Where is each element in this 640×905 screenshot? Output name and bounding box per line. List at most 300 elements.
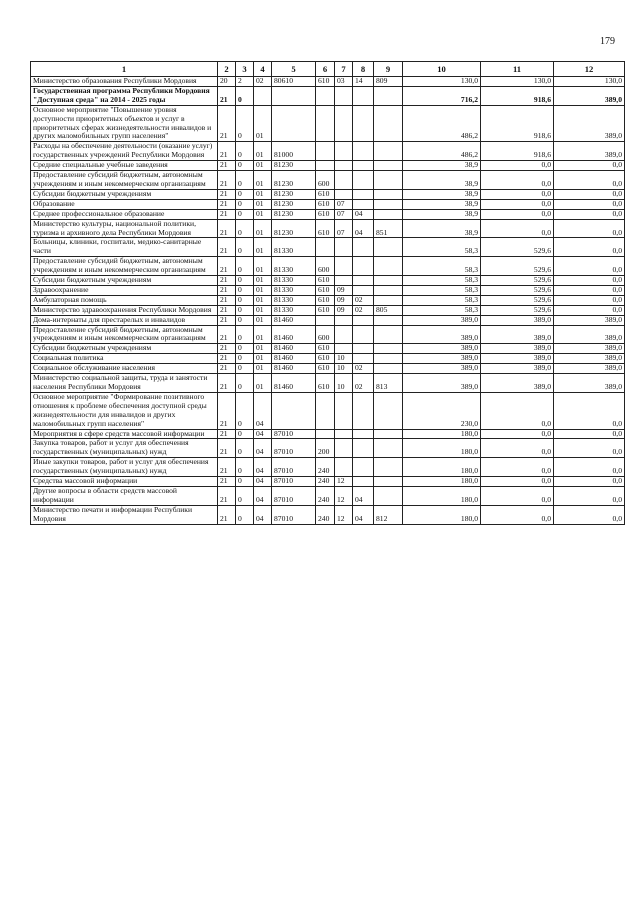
code-cell: 610 xyxy=(316,199,335,209)
row-name-cell: Основное мероприятие "Повышение уровня доступности приоритетных объектов и услуг в приоритетных сферах жизнедеятельности инвалидов и других маломобильных групп населения" xyxy=(31,105,218,142)
code-cell: 87010 xyxy=(272,477,316,487)
table-row xyxy=(31,86,625,105)
code-cell: 01 xyxy=(254,364,272,374)
code-cell: 0 xyxy=(236,429,254,439)
column-header: 6 xyxy=(316,62,335,77)
code-cell: 12 xyxy=(335,477,353,487)
budget-table xyxy=(30,61,625,525)
code-cell: 0 xyxy=(236,344,254,354)
amount-cell: 58,3 xyxy=(403,276,481,286)
code-cell: 02 xyxy=(353,364,374,374)
code-cell xyxy=(353,171,374,190)
code-cell xyxy=(353,238,374,257)
code-cell xyxy=(335,458,353,477)
code-cell: 21 xyxy=(218,209,236,219)
code-cell: 01 xyxy=(254,105,272,142)
code-cell: 81460 xyxy=(272,354,316,364)
code-cell xyxy=(353,344,374,354)
table-row xyxy=(31,364,625,374)
code-cell: 81230 xyxy=(272,171,316,190)
table-row xyxy=(31,505,625,524)
code-cell: 240 xyxy=(316,458,335,477)
amount-cell: 0,0 xyxy=(554,439,625,458)
column-header: 4 xyxy=(254,62,272,77)
amount-cell: 389,0 xyxy=(554,142,625,161)
code-cell: 21 xyxy=(218,486,236,505)
code-cell xyxy=(335,171,353,190)
code-cell xyxy=(374,86,403,105)
amount-cell: 0,0 xyxy=(554,305,625,315)
code-cell xyxy=(353,86,374,105)
code-cell: 09 xyxy=(335,305,353,315)
code-cell xyxy=(316,105,335,142)
code-cell xyxy=(353,285,374,295)
code-cell xyxy=(374,486,403,505)
amount-cell: 0,0 xyxy=(554,505,625,524)
amount-cell: 0,0 xyxy=(554,486,625,505)
code-cell: 81460 xyxy=(272,325,316,344)
amount-cell: 389,0 xyxy=(481,374,554,393)
amount-cell: 918,6 xyxy=(481,86,554,105)
code-cell: 21 xyxy=(218,344,236,354)
row-name-cell: Социальное обслуживание населения xyxy=(31,364,218,374)
amount-cell: 529,6 xyxy=(481,285,554,295)
amount-cell: 389,0 xyxy=(403,374,481,393)
amount-cell: 918,6 xyxy=(481,105,554,142)
code-cell: 809 xyxy=(374,77,403,87)
code-cell: 600 xyxy=(316,257,335,276)
code-cell xyxy=(254,86,272,105)
row-name-cell: Основное мероприятие "Формирование позитивного отношения к проблеме обеспечения доступной среды жизнедеятельности для инвалидов и других маломобильных групп населения" xyxy=(31,392,218,429)
code-cell xyxy=(353,199,374,209)
column-header: 1 xyxy=(31,62,218,77)
code-cell: 21 xyxy=(218,392,236,429)
code-cell: 12 xyxy=(335,486,353,505)
amount-cell: 0,0 xyxy=(481,477,554,487)
code-cell: 81330 xyxy=(272,276,316,286)
code-cell: 0 xyxy=(236,86,254,105)
code-cell xyxy=(374,392,403,429)
table-row xyxy=(31,325,625,344)
code-cell: 81230 xyxy=(272,161,316,171)
code-cell xyxy=(335,189,353,199)
row-name-cell: Закупка товаров, работ и услуг для обеспечения государственных (муниципальных) нужд xyxy=(31,439,218,458)
code-cell: 81460 xyxy=(272,364,316,374)
row-name-cell: Министерство образования Республики Мордовия xyxy=(31,77,218,87)
amount-cell: 58,3 xyxy=(403,238,481,257)
code-cell: 0 xyxy=(236,392,254,429)
amount-cell: 58,3 xyxy=(403,295,481,305)
code-cell: 10 xyxy=(335,354,353,364)
code-cell: 610 xyxy=(316,344,335,354)
code-cell: 21 xyxy=(218,315,236,325)
table-row xyxy=(31,238,625,257)
code-cell: 87010 xyxy=(272,505,316,524)
code-cell xyxy=(374,105,403,142)
code-cell xyxy=(374,257,403,276)
code-cell xyxy=(316,392,335,429)
code-cell: 81330 xyxy=(272,295,316,305)
code-cell: 04 xyxy=(254,505,272,524)
code-cell: 610 xyxy=(316,77,335,87)
table-row xyxy=(31,354,625,364)
code-cell xyxy=(335,161,353,171)
amount-cell: 389,0 xyxy=(554,315,625,325)
row-name-cell: Амбулаторная помощь xyxy=(31,295,218,305)
code-cell xyxy=(316,86,335,105)
code-cell xyxy=(353,458,374,477)
code-cell xyxy=(374,344,403,354)
row-name-cell: Иные закупки товаров, работ и услуг для обеспечения государственных (муниципальных) нужд xyxy=(31,458,218,477)
code-cell xyxy=(353,276,374,286)
table-row xyxy=(31,161,625,171)
code-cell: 09 xyxy=(335,285,353,295)
table-body xyxy=(31,77,625,525)
code-cell: 21 xyxy=(218,429,236,439)
row-name-cell: Другие вопросы в области средств массовой информации xyxy=(31,486,218,505)
code-cell: 01 xyxy=(254,199,272,209)
code-cell xyxy=(353,257,374,276)
code-cell: 21 xyxy=(218,171,236,190)
header-row xyxy=(31,62,625,77)
code-cell xyxy=(335,276,353,286)
code-cell xyxy=(353,161,374,171)
table-row xyxy=(31,189,625,199)
code-cell: 04 xyxy=(353,486,374,505)
code-cell xyxy=(272,392,316,429)
code-cell: 87010 xyxy=(272,439,316,458)
code-cell: 10 xyxy=(335,364,353,374)
code-cell: 01 xyxy=(254,374,272,393)
code-cell: 81330 xyxy=(272,257,316,276)
amount-cell: 58,3 xyxy=(403,285,481,295)
column-header: 8 xyxy=(353,62,374,77)
amount-cell: 529,6 xyxy=(481,305,554,315)
code-cell: 81230 xyxy=(272,199,316,209)
row-name-cell: Больницы, клиники, госпитали, медико-санитарные части xyxy=(31,238,218,257)
code-cell: 610 xyxy=(316,295,335,305)
code-cell: 851 xyxy=(374,219,403,238)
code-cell xyxy=(353,477,374,487)
code-cell: 610 xyxy=(316,219,335,238)
code-cell: 21 xyxy=(218,189,236,199)
code-cell: 0 xyxy=(236,486,254,505)
code-cell: 0 xyxy=(236,354,254,364)
code-cell xyxy=(335,86,353,105)
code-cell: 0 xyxy=(236,238,254,257)
amount-cell: 180,0 xyxy=(403,439,481,458)
amount-cell: 0,0 xyxy=(481,219,554,238)
code-cell: 01 xyxy=(254,305,272,315)
code-cell xyxy=(335,105,353,142)
table-row xyxy=(31,285,625,295)
code-cell xyxy=(374,189,403,199)
code-cell: 0 xyxy=(236,171,254,190)
amount-cell: 0,0 xyxy=(481,161,554,171)
code-cell: 01 xyxy=(254,238,272,257)
code-cell: 02 xyxy=(353,295,374,305)
amount-cell: 38,9 xyxy=(403,199,481,209)
code-cell xyxy=(316,161,335,171)
code-cell: 81460 xyxy=(272,315,316,325)
amount-cell: 180,0 xyxy=(403,429,481,439)
code-cell: 01 xyxy=(254,295,272,305)
code-cell: 21 xyxy=(218,325,236,344)
code-cell xyxy=(374,276,403,286)
code-cell: 01 xyxy=(254,142,272,161)
amount-cell: 0,0 xyxy=(554,219,625,238)
code-cell xyxy=(272,86,316,105)
code-cell xyxy=(374,315,403,325)
code-cell xyxy=(374,364,403,374)
code-cell: 0 xyxy=(236,305,254,315)
code-cell: 10 xyxy=(335,374,353,393)
amount-cell: 0,0 xyxy=(554,285,625,295)
amount-cell: 486,2 xyxy=(403,105,481,142)
amount-cell: 0,0 xyxy=(481,458,554,477)
amount-cell: 0,0 xyxy=(481,439,554,458)
row-name-cell: Среднее профессиональное образование xyxy=(31,209,218,219)
code-cell: 0 xyxy=(236,209,254,219)
code-cell xyxy=(335,142,353,161)
amount-cell: 0,0 xyxy=(554,276,625,286)
code-cell: 01 xyxy=(254,209,272,219)
code-cell: 87010 xyxy=(272,429,316,439)
table-row xyxy=(31,477,625,487)
code-cell: 0 xyxy=(236,199,254,209)
code-cell xyxy=(374,238,403,257)
table-row xyxy=(31,257,625,276)
code-cell xyxy=(374,325,403,344)
code-cell: 21 xyxy=(218,238,236,257)
amount-cell: 918,6 xyxy=(481,142,554,161)
amount-cell: 0,0 xyxy=(481,392,554,429)
code-cell: 610 xyxy=(316,189,335,199)
code-cell: 02 xyxy=(353,374,374,393)
code-cell: 0 xyxy=(236,477,254,487)
code-cell xyxy=(374,171,403,190)
amount-cell: 0,0 xyxy=(554,171,625,190)
amount-cell: 0,0 xyxy=(554,161,625,171)
amount-cell: 0,0 xyxy=(554,189,625,199)
code-cell xyxy=(335,257,353,276)
row-name-cell: Государственная программа Республики Мордовия "Доступная среда" на 2014 - 2025 годы xyxy=(31,86,218,105)
amount-cell: 0,0 xyxy=(554,392,625,429)
code-cell: 07 xyxy=(335,209,353,219)
table-row xyxy=(31,276,625,286)
code-cell: 04 xyxy=(254,477,272,487)
code-cell: 80610 xyxy=(272,77,316,87)
code-cell: 0 xyxy=(236,105,254,142)
code-cell xyxy=(316,142,335,161)
code-cell: 0 xyxy=(236,219,254,238)
code-cell: 81230 xyxy=(272,219,316,238)
code-cell: 81230 xyxy=(272,209,316,219)
code-cell: 02 xyxy=(254,77,272,87)
code-cell: 0 xyxy=(236,189,254,199)
code-cell: 200 xyxy=(316,439,335,458)
code-cell xyxy=(374,295,403,305)
amount-cell: 529,6 xyxy=(481,295,554,305)
amount-cell: 38,9 xyxy=(403,189,481,199)
code-cell: 04 xyxy=(353,209,374,219)
row-name-cell: Средства массовой информации xyxy=(31,477,218,487)
amount-cell: 180,0 xyxy=(403,458,481,477)
row-name-cell: Предоставление субсидий бюджетным, автономным учреждениям и иным некоммерческим организациям xyxy=(31,325,218,344)
code-cell: 01 xyxy=(254,257,272,276)
amount-cell: 389,0 xyxy=(403,315,481,325)
code-cell xyxy=(374,458,403,477)
code-cell: 04 xyxy=(254,439,272,458)
code-cell: 21 xyxy=(218,505,236,524)
amount-cell: 389,0 xyxy=(554,105,625,142)
code-cell: 20 xyxy=(218,77,236,87)
amount-cell: 389,0 xyxy=(554,374,625,393)
amount-cell: 389,0 xyxy=(403,364,481,374)
code-cell: 07 xyxy=(335,219,353,238)
amount-cell: 389,0 xyxy=(554,364,625,374)
code-cell: 610 xyxy=(316,354,335,364)
code-cell xyxy=(353,315,374,325)
row-name-cell: Предоставление субсидий бюджетным, автономным учреждениям и иным некоммерческим организациям xyxy=(31,257,218,276)
code-cell xyxy=(374,161,403,171)
amount-cell: 0,0 xyxy=(554,209,625,219)
amount-cell: 389,0 xyxy=(481,315,554,325)
code-cell: 813 xyxy=(374,374,403,393)
amount-cell: 180,0 xyxy=(403,486,481,505)
code-cell: 0 xyxy=(236,505,254,524)
row-name-cell: Министерство социальной защиты, труда и занятости населения Республики Мордовия xyxy=(31,374,218,393)
code-cell xyxy=(335,344,353,354)
amount-cell: 0,0 xyxy=(554,295,625,305)
code-cell: 0 xyxy=(236,325,254,344)
code-cell: 21 xyxy=(218,305,236,315)
code-cell: 81330 xyxy=(272,305,316,315)
code-cell: 12 xyxy=(335,505,353,524)
amount-cell: 389,0 xyxy=(554,86,625,105)
code-cell: 240 xyxy=(316,505,335,524)
row-name-cell: Образование xyxy=(31,199,218,209)
code-cell xyxy=(335,429,353,439)
amount-cell: 716,2 xyxy=(403,86,481,105)
code-cell: 0 xyxy=(236,285,254,295)
code-cell: 04 xyxy=(254,458,272,477)
code-cell: 21 xyxy=(218,199,236,209)
code-cell: 240 xyxy=(316,477,335,487)
code-cell: 21 xyxy=(218,354,236,364)
amount-cell: 180,0 xyxy=(403,477,481,487)
code-cell xyxy=(353,429,374,439)
code-cell: 81330 xyxy=(272,285,316,295)
code-cell: 01 xyxy=(254,344,272,354)
code-cell: 21 xyxy=(218,364,236,374)
code-cell: 01 xyxy=(254,315,272,325)
amount-cell: 389,0 xyxy=(481,344,554,354)
code-cell xyxy=(353,142,374,161)
amount-cell: 58,3 xyxy=(403,305,481,315)
amount-cell: 389,0 xyxy=(403,325,481,344)
code-cell xyxy=(335,315,353,325)
code-cell xyxy=(374,285,403,295)
table-row xyxy=(31,392,625,429)
amount-cell: 389,0 xyxy=(403,344,481,354)
code-cell: 01 xyxy=(254,219,272,238)
code-cell: 0 xyxy=(236,439,254,458)
amount-cell: 0,0 xyxy=(554,458,625,477)
code-cell xyxy=(335,325,353,344)
code-cell: 81230 xyxy=(272,189,316,199)
row-name-cell: Субсидии бюджетным учреждениям xyxy=(31,276,218,286)
code-cell: 81000 xyxy=(272,142,316,161)
amount-cell: 529,6 xyxy=(481,276,554,286)
code-cell: 610 xyxy=(316,276,335,286)
code-cell: 21 xyxy=(218,374,236,393)
code-cell: 805 xyxy=(374,305,403,315)
row-name-cell: Дома-интернаты для престарелых и инвалидов xyxy=(31,315,218,325)
amount-cell: 486,2 xyxy=(403,142,481,161)
amount-cell: 58,3 xyxy=(403,257,481,276)
code-cell xyxy=(353,189,374,199)
code-cell: 81330 xyxy=(272,238,316,257)
code-cell xyxy=(353,439,374,458)
amount-cell: 389,0 xyxy=(554,354,625,364)
code-cell xyxy=(272,105,316,142)
code-cell xyxy=(374,209,403,219)
code-cell: 21 xyxy=(218,477,236,487)
code-cell: 0 xyxy=(236,458,254,477)
code-cell: 04 xyxy=(254,429,272,439)
amount-cell: 38,9 xyxy=(403,209,481,219)
table-row xyxy=(31,199,625,209)
amount-cell: 38,9 xyxy=(403,171,481,190)
amount-cell: 180,0 xyxy=(403,505,481,524)
amount-cell: 130,0 xyxy=(554,77,625,87)
amount-cell: 389,0 xyxy=(481,325,554,344)
code-cell xyxy=(374,439,403,458)
amount-cell: 389,0 xyxy=(481,364,554,374)
code-cell: 812 xyxy=(374,505,403,524)
amount-cell: 0,0 xyxy=(481,171,554,190)
code-cell: 21 xyxy=(218,86,236,105)
amount-cell: 130,0 xyxy=(403,77,481,87)
column-header: 11 xyxy=(481,62,554,77)
code-cell: 0 xyxy=(236,276,254,286)
code-cell: 81460 xyxy=(272,344,316,354)
code-cell: 610 xyxy=(316,364,335,374)
code-cell: 01 xyxy=(254,354,272,364)
amount-cell: 529,6 xyxy=(481,257,554,276)
table-row xyxy=(31,305,625,315)
amount-cell: 0,0 xyxy=(554,429,625,439)
amount-cell: 230,0 xyxy=(403,392,481,429)
code-cell: 07 xyxy=(335,199,353,209)
column-header: 5 xyxy=(272,62,316,77)
code-cell: 610 xyxy=(316,374,335,393)
code-cell xyxy=(353,105,374,142)
code-cell: 0 xyxy=(236,374,254,393)
code-cell xyxy=(374,477,403,487)
amount-cell: 0,0 xyxy=(554,199,625,209)
amount-cell: 0,0 xyxy=(481,199,554,209)
code-cell: 0 xyxy=(236,295,254,305)
code-cell xyxy=(353,354,374,364)
row-name-cell: Социальная политика xyxy=(31,354,218,364)
amount-cell: 389,0 xyxy=(481,354,554,364)
row-name-cell: Здравоохранение xyxy=(31,285,218,295)
amount-cell: 529,6 xyxy=(481,238,554,257)
amount-cell: 0,0 xyxy=(554,477,625,487)
code-cell: 0 xyxy=(236,315,254,325)
